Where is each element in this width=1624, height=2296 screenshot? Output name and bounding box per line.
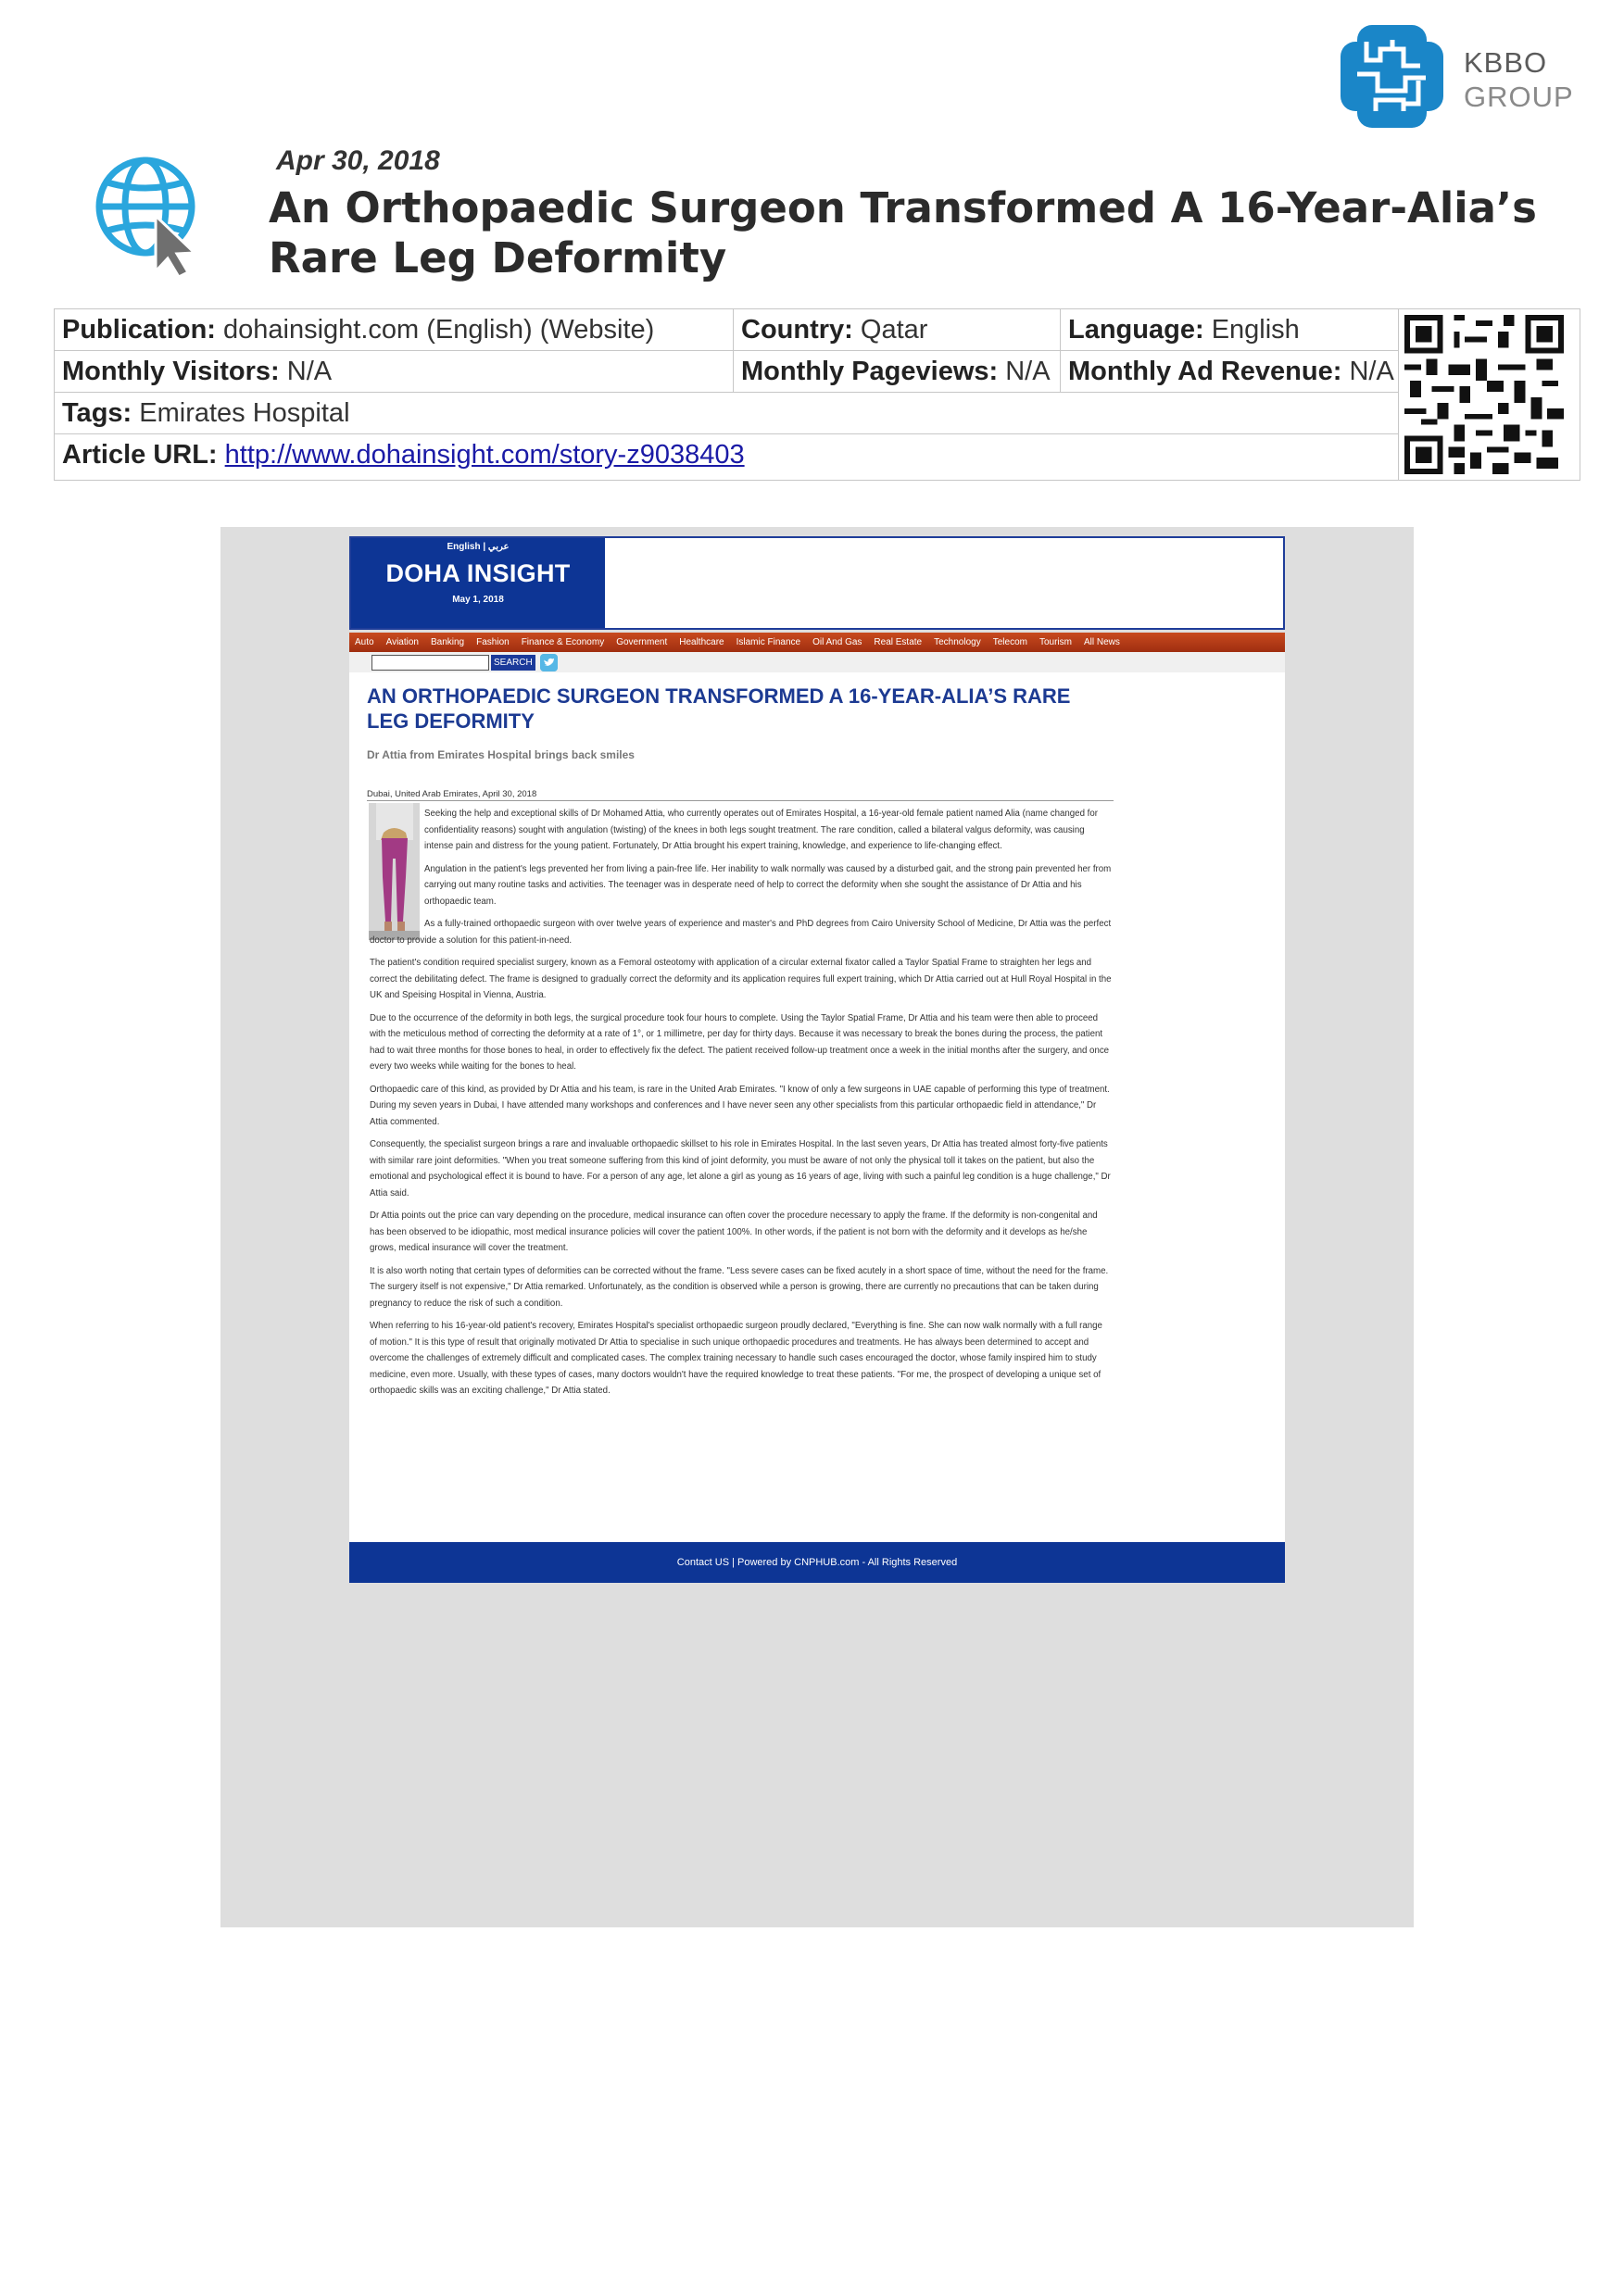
- article-paragraph: Angulation in the patient's legs prevented her from living a pain-free life. Her inability to walk normally was caused by a disturbed gait, and the strong pain prevented her from carrying out many routine tasks and activities. The teenager was in desperate need of help to correct the deformity when she sought the assistance of Dr Attia and his orthopaedic team.: [424, 863, 1112, 907]
- search-input[interactable]: [371, 655, 489, 671]
- pageviews-value: N/A: [1005, 357, 1051, 386]
- language-value: English: [1211, 315, 1300, 345]
- search-button[interactable]: SEARCH: [491, 655, 535, 671]
- ad-revenue-cell: [1061, 351, 1399, 393]
- article-paragraph: When referring to his 16-year-old patient's recovery, Emirates Hospital's specialist orthopaedic surgeon proudly declared, "Everything is fine. She can now walk normally with a full range of motion." It is this type of result that originally motivated Dr Attia to specialise in such unique orthopaedic procedures and treatments. He has always been determined to accept and overcome the challenges of extremely difficult and complicated cases. The complex training necessary to handle such cases encouraged the doctor, whose family inspired him to study medicine, even more. Usually, with these types of cases, many doctors wouldn't have the required knowledge to treat these patients. "For me, the prospect of developing a unique set of orthopaedic skills was an exciting challenge," Dr Attia stated.: [370, 1321, 1102, 1396]
- url-cell: [55, 434, 1399, 480]
- language-cell: [1061, 309, 1399, 351]
- article-subheadline: Dr Attia from Emirates Hospital brings back smiles: [367, 748, 635, 761]
- article-dateline: Dubai, United Arab Emirates, April 30, 2018: [367, 789, 1114, 801]
- report-date: Apr 30, 2018: [276, 145, 440, 176]
- country-label: Country:: [741, 315, 853, 345]
- site-nav: [349, 633, 1285, 652]
- publication-cell: [55, 309, 734, 351]
- article-paragraph: It is also worth noting that certain types of deformities can be corrected without the frame. "Less severe cases can be fixed acutely in a short space of time, without the need for the frame. The surgery itself is not expensive," Dr Attia remarked. Unfortunately, as the condition is observed while a person is growing, there are currently no precautions that can be taken during pregnancy to reduce the risk of such a condition.: [370, 1265, 1109, 1309]
- article: [349, 672, 1285, 1542]
- meta-table: [54, 308, 1580, 481]
- logo-line2: GROUP: [1464, 81, 1574, 113]
- article-screenshot: [220, 527, 1414, 1927]
- qr-code-icon: [1404, 315, 1564, 474]
- language-switch[interactable]: English | عربي: [447, 542, 510, 552]
- kbbo-logo-icon: [1339, 23, 1445, 130]
- article-paragraph: Consequently, the specialist surgeon brings a rare and invaluable orthopaedic skillset to his role in Emirates Hospital. In the last seven years, Dr Attia has treated almost forty-five patients with similar rare joint deformities. "When you treat someone suffering from this kind of joint deformity, you must be aware of not only the physical toll it takes on the patient, but also the emotional and psychological effect it is bound to have. For a person of any age, let alone a girl as young as 16 years of age, living with such a painful leg condition is a huge challenge," Dr Attia said.: [370, 1139, 1111, 1198]
- visitors-value: N/A: [286, 357, 333, 386]
- nav-item[interactable]: Government: [616, 637, 668, 647]
- article-body: [370, 806, 1112, 1406]
- article-paragraph: Dr Attia points out the price can vary depending on the procedure, medical insurance can often cover the procedure necessary to apply the frame. If the deformity is non-congenital and has been observed to be idiopathic, most medical insurance policies will cover the patient 100%. In other words, if the patient is not born with the deformity and it develops as he/she grows, medical insurance will cover the treatment.: [370, 1211, 1098, 1253]
- nav-item[interactable]: Auto: [355, 637, 374, 647]
- article-paragraph: Due to the occurrence of the deformity in both legs, the surgical procedure took four hours to complete. Using the Taylor Spatial Frame, Dr Attia and his team were then able to proceed with the meticulous method of correcting the deformity at a rate of 1°, or 1 millimetre, per day for thirty days. Because it was necessary to break the bones during the process, the patient had to wait three months for those bones to heal, in order to effectively fix the defect. The patient received follow-up treatment once a week in the initial months after the surgery, and once every two weeks while waiting for the bones to heal.: [370, 1012, 1110, 1072]
- nav-item[interactable]: Banking: [430, 637, 465, 647]
- nav-item[interactable]: Finance & Economy: [521, 637, 605, 647]
- site-date: May 1, 2018: [452, 595, 504, 605]
- country-cell: [734, 309, 1061, 351]
- kbbo-logo-text: [1464, 45, 1574, 114]
- site-footer[interactable]: Contact US | Powered by CNPHUB.com - All Rights Reserved: [349, 1542, 1285, 1583]
- nav-item[interactable]: Healthcare: [679, 637, 724, 647]
- site-header: [349, 536, 1285, 630]
- nav-item[interactable]: Tourism: [1039, 637, 1072, 647]
- ad-revenue-label: Monthly Ad Revenue:: [1068, 357, 1342, 386]
- nav-item[interactable]: All News: [1083, 637, 1120, 647]
- article-paragraph: As a fully-trained orthopaedic surgeon with over twelve years of experience and master's and PhD degrees from Cairo University School of Medicine, Dr Attia was the perfect doctor to provide a solution for this patient-in-need.: [370, 919, 1112, 946]
- article-paragraph: The patient's condition required specialist surgery, known as a Femoral osteotomy with application of a circular external fixator called a Taylor Spatial Frame to straighten her legs and correct the debilitating defect. The frame is designed to gradually correct the deformity and its application requires full expert training, which Dr Attia carried out at Hull Royal Hospital in the UK and Speising Hospital in Vienna, Austria.: [370, 958, 1112, 1000]
- tags-label: Tags:: [62, 398, 132, 428]
- visitors-cell: [55, 351, 734, 393]
- pageviews-label: Monthly Pageviews:: [741, 357, 999, 386]
- article-url-link[interactable]: http://www.dohainsight.com/story-z9038403: [224, 440, 745, 470]
- nav-item[interactable]: Technology: [934, 637, 981, 647]
- country-value: Qatar: [860, 315, 928, 345]
- nav-item[interactable]: Islamic Finance: [736, 637, 801, 647]
- site-name[interactable]: DOHA INSIGHT: [385, 559, 571, 587]
- twitter-icon[interactable]: [540, 654, 558, 671]
- article-paragraph: Seeking the help and exceptional skills of Dr Mohamed Attia, who currently operates out of Emirates Hospital, a 16-year-old female patient named Alia (name changed for confidentiality reasons) sought with angulation (twisting) of the knees in both legs sought treatment. The rare condition, called a bilateral valgus deformity, was causing intense pain and distress for the young patient. Fortunately, Dr Attia brought his expert training, knowledge, and experience to life-changing effect.: [424, 809, 1098, 851]
- site-brand: [351, 538, 605, 628]
- pageviews-cell: [734, 351, 1061, 393]
- report-title: An Orthopaedic Surgeon Transformed A 16-Year-Alia’s Rare Leg Deformity: [269, 183, 1537, 282]
- nav-item[interactable]: Fashion: [476, 637, 510, 647]
- language-label: Language:: [1068, 315, 1204, 345]
- globe-cursor-icon: [93, 153, 208, 278]
- url-label: Article URL:: [62, 440, 218, 470]
- nav-item[interactable]: Aviation: [385, 637, 419, 647]
- nav-item[interactable]: Telecom: [992, 637, 1027, 647]
- publication-label: Publication:: [62, 315, 216, 345]
- kbbo-logo: [1339, 23, 1574, 130]
- visitors-label: Monthly Visitors:: [62, 357, 280, 386]
- article-paragraph: Orthopaedic care of this kind, as provided by Dr Attia and his team, is rare in the United Arab Emirates. "I know of only a few surgeons in UAE capable of performing this type of treatment. During my seven years in Dubai, I have attended many workshops and conferences and I have never seen any other specialists from this particular orthopaedic field in attendance," Dr Attia commented.: [370, 1084, 1110, 1127]
- nav-item[interactable]: Oil And Gas: [812, 637, 862, 647]
- article-headline: AN ORTHOPAEDIC SURGEON TRANSFORMED A 16-YEAR-ALIA’S RARE LEG DEFORMITY: [367, 684, 1071, 733]
- website: [349, 536, 1285, 1583]
- publication-value: dohainsight.com (English) (Website): [223, 315, 655, 345]
- tags-cell: [55, 393, 1399, 434]
- tags-value: Emirates Hospital: [139, 398, 350, 428]
- search-bar: [349, 652, 1285, 672]
- logo-line1: KBBO: [1464, 46, 1548, 79]
- nav-item[interactable]: Real Estate: [874, 637, 923, 647]
- ad-revenue-value: N/A: [1349, 357, 1394, 386]
